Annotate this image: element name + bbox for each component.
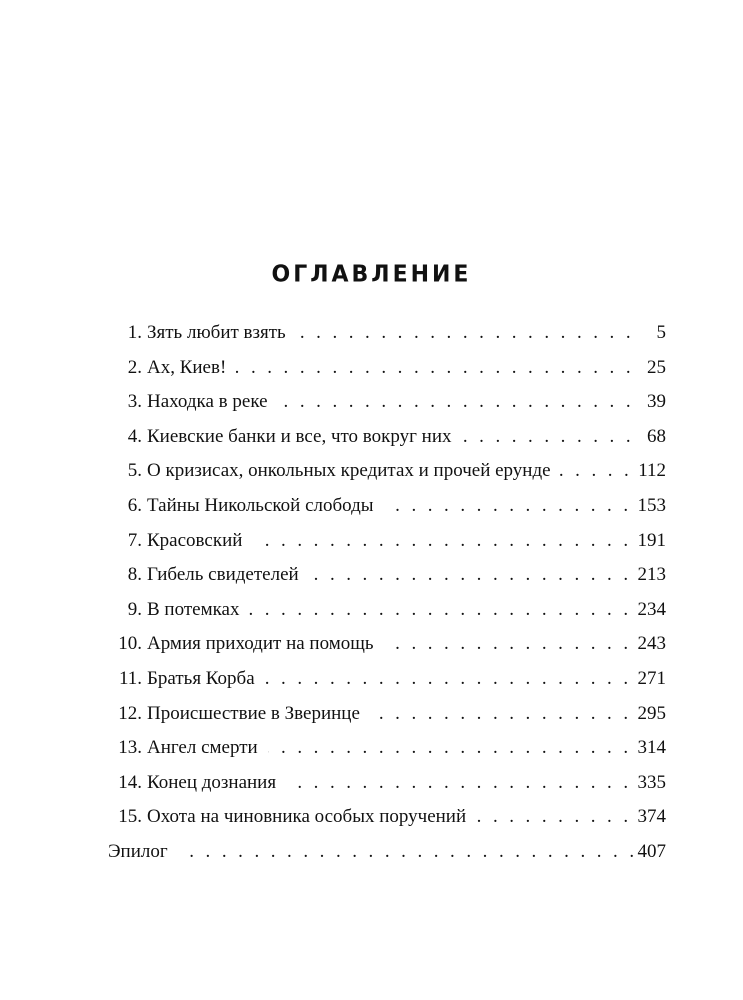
toc-entry-page: 39: [647, 391, 666, 413]
dot-leader: [265, 662, 632, 697]
toc-entry-page: 191: [637, 529, 666, 551]
toc-entry-page: 407: [637, 840, 666, 862]
toc-entry-4: [108, 420, 666, 455]
toc-entry-number: 11.: [118, 667, 142, 689]
toc-entry-epilogue: [108, 835, 666, 870]
toc-entry-10: [108, 627, 666, 662]
dot-leader: [252, 524, 631, 559]
toc-entry-number: 2.: [127, 356, 142, 378]
toc-entry-11: [108, 662, 666, 697]
dot-leader: [462, 420, 634, 455]
table-of-contents: [108, 316, 666, 870]
toc-entry-title: Красовский: [147, 529, 243, 551]
toc-entry-12: [108, 697, 666, 732]
toc-entry-page: 213: [637, 564, 666, 586]
toc-entry-page: 271: [637, 667, 666, 689]
toc-entry-8: [108, 558, 666, 593]
toc-entry-title: Зять любит взять: [147, 322, 286, 343]
toc-entry-6: [108, 489, 666, 524]
toc-entry-page: 25: [647, 356, 666, 378]
dot-leader: [296, 316, 634, 351]
toc-entry-title: Происшествие в Зверинце: [147, 702, 360, 724]
toc-entry-title: Конец дознания: [147, 771, 277, 793]
toc-entry-page: 68: [647, 425, 666, 447]
dot-leader: [178, 835, 638, 870]
toc-entry-page: 112: [638, 460, 666, 482]
toc-entry-title: Эпилог: [108, 840, 168, 862]
toc-entry-number: 5.: [127, 460, 142, 482]
toc-entry-1: [108, 316, 666, 351]
toc-entry-14: [108, 766, 666, 801]
toc-entry-title: Находка в реке: [147, 391, 268, 413]
toc-entry-number: 10.: [118, 633, 142, 655]
dot-leader: [476, 800, 631, 835]
toc-entry-title: Охота на чиновника особых поручений: [147, 806, 467, 828]
toc-entry-title: Ах, Киев!: [147, 356, 227, 378]
toc-entry-page: 335: [637, 771, 666, 793]
dot-leader: [236, 351, 634, 386]
toc-entry-page: 314: [637, 737, 666, 759]
dot-leader: [286, 766, 631, 801]
toc-entry-number: 1.: [127, 322, 142, 343]
toc-entry-number: 3.: [127, 391, 142, 413]
dot-leader: [268, 731, 632, 766]
dot-leader: [249, 593, 631, 628]
toc-entry-title: Ангел смерти: [147, 737, 258, 759]
page-title: ОГЛАВЛЕНИЕ: [271, 261, 472, 288]
toc-entry-title: Гибель свидетелей: [147, 564, 299, 586]
toc-entry-page: 234: [637, 598, 666, 620]
toc-entry-2: [108, 351, 666, 386]
toc-entry-13: [108, 731, 666, 766]
toc-entry-title: Тайны Никольской слободы: [147, 494, 374, 516]
toc-entry-9: [108, 593, 666, 628]
dot-leader: [278, 385, 634, 420]
toc-entry-5: [108, 454, 666, 489]
toc-entry-number: 14.: [118, 771, 142, 793]
toc-entry-number: 12.: [118, 702, 142, 724]
toc-entry-number: 4.: [127, 425, 142, 447]
toc-entry-number: 7.: [127, 529, 142, 551]
dot-leader: [557, 454, 633, 489]
toc-entry-7: [108, 524, 666, 559]
toc-entry-number: 6.: [127, 494, 142, 516]
toc-entry-number: 13.: [118, 737, 142, 759]
dot-leader: [309, 558, 632, 593]
toc-entry-title: Братья Корба: [147, 667, 255, 689]
toc-entry-number: 9.: [127, 598, 142, 620]
toc-entry-title: В потемках: [147, 598, 240, 620]
toc-entry-page: 295: [637, 702, 666, 724]
toc-entry-title: Армия приходит на помощь: [147, 633, 374, 655]
toc-entry-15: [108, 800, 666, 835]
toc-entry-title: Киевские банки и все, что вокруг них: [147, 425, 452, 447]
toc-entry-page: 153: [637, 494, 666, 516]
dot-leader: [370, 697, 632, 732]
toc-entry-page: 374: [637, 806, 666, 828]
dot-leader: [384, 627, 632, 662]
toc-entry-number: 15.: [118, 806, 142, 828]
dot-leader: [384, 489, 632, 524]
toc-entry-page: 5: [656, 322, 666, 343]
toc-entry-3: [108, 385, 666, 420]
toc-entry-title: О кризисах, онкольных кредитах и прочей ерунде: [147, 460, 551, 482]
toc-entry-page: 243: [637, 633, 666, 655]
toc-entry-number: 8.: [127, 564, 142, 586]
